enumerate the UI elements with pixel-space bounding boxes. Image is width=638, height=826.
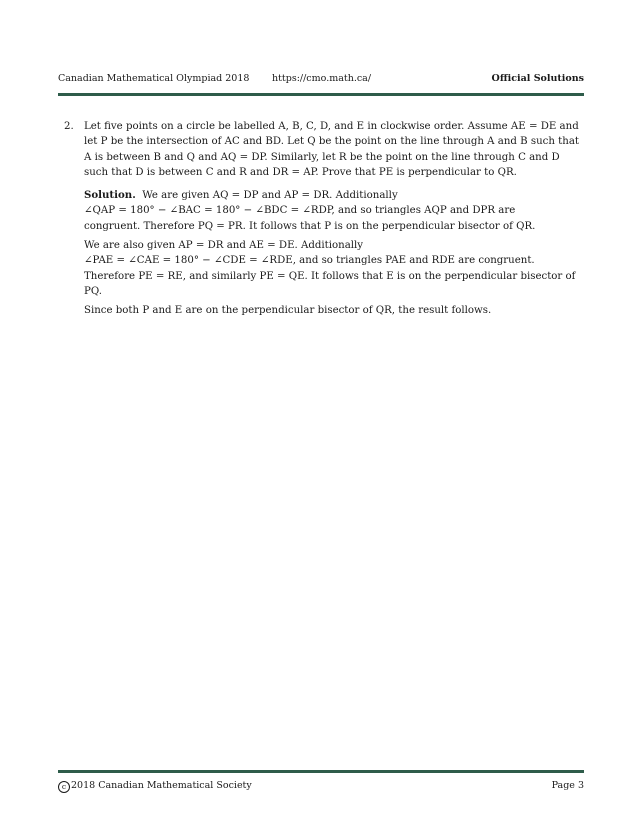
- problem-line: A is between B and Q and AQ = DP. Similarly, let R be the point on the line through C and D: [84, 151, 560, 163]
- problem-line: let P be the intersection of AC and BD. Let Q be the point on the line through A and B such that: [84, 136, 579, 148]
- header-url[interactable]: https://cmo.math.ca/: [272, 73, 372, 84]
- page-footer: [58, 779, 584, 793]
- solution-line: We are also given AP = DR and AE = DE. Additionally: [84, 240, 364, 252]
- solution-paragraph: [84, 188, 584, 234]
- header-title: Canadian Mathematical Olympiad 2018: [58, 73, 250, 84]
- problem-2: [64, 119, 584, 180]
- footer-copyright: [58, 779, 252, 793]
- header-rule: [58, 93, 584, 96]
- solution-line: Therefore PE = RE, and similarly PE = QE. It follows that E is on the perpendicular bisector of: [84, 270, 576, 282]
- solution-paragraph: [84, 303, 584, 318]
- solution-line: ∠QAP = 180° − ∠BAC = 180° − ∠BDC = ∠RDP, and so triangles AQP and DPR are: [84, 205, 516, 217]
- copyright-icon: c: [58, 781, 70, 793]
- solution-line: [84, 188, 584, 203]
- footer-rule: [58, 770, 584, 773]
- problem-line: Let five points on a circle be labelled A, B, C, D, and E in clockwise order. Assume AE = DE and: [84, 121, 579, 132]
- problem-number: 2.: [64, 121, 74, 132]
- solution-line: PQ.: [84, 285, 102, 297]
- solution-paragraph: [84, 238, 584, 299]
- page-header: [58, 72, 584, 86]
- solution: [64, 188, 584, 318]
- solution-heading: Solution.: [84, 189, 136, 202]
- footer-copyright-text: 2018 Canadian Mathematical Society: [71, 780, 252, 791]
- solution-line: Since both P and E are on the perpendicular bisector of QR, the result follows.: [84, 305, 492, 317]
- problem-line: such that D is between C and R and DR = AP. Prove that PE is perpendicular to QR.: [84, 166, 517, 178]
- header-section: Official Solutions: [491, 73, 584, 84]
- solution-line: ∠PAE = ∠CAE = 180° − ∠CDE = ∠RDE, and so triangles PAE and RDE are congruent.: [84, 255, 535, 267]
- page-content: [64, 119, 584, 319]
- solution-text: We are given AQ = DP and AP = DR. Additionally: [142, 190, 398, 202]
- page-number: Page 3: [551, 780, 584, 791]
- solution-line: congruent. Therefore PQ = PR. It follows that P is on the perpendicular bisector of QR.: [84, 220, 536, 232]
